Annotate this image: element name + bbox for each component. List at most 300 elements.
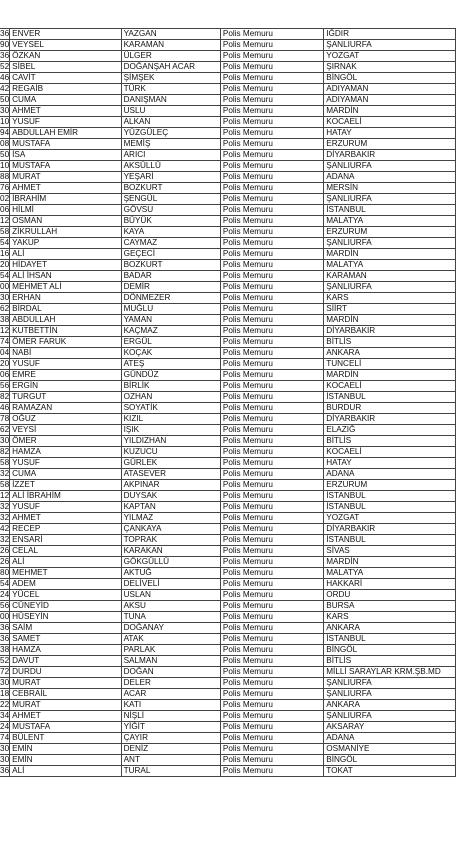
last-name-cell: DÖNMEZER bbox=[121, 293, 220, 304]
table-row bbox=[0, 183, 456, 194]
title-cell: Polis Memuru bbox=[220, 678, 323, 689]
first-name-cell: EMİN bbox=[10, 755, 121, 766]
first-name-cell: ERHAN bbox=[10, 293, 121, 304]
first-name-cell: MURAT bbox=[10, 172, 121, 183]
city-cell: ADIYAMAN bbox=[324, 95, 456, 106]
table-row bbox=[0, 722, 456, 733]
title-cell: Polis Memuru bbox=[220, 623, 323, 634]
title-cell: Polis Memuru bbox=[220, 689, 323, 700]
table-row bbox=[0, 480, 456, 491]
city-cell: BİTLİS bbox=[324, 656, 456, 667]
row-code-cell: 90 bbox=[0, 40, 10, 49]
last-name-cell: KARAMAN bbox=[121, 40, 220, 51]
title-cell: Polis Memuru bbox=[220, 315, 323, 326]
row-code-cell: 12 bbox=[0, 326, 10, 335]
title-cell: Polis Memuru bbox=[220, 755, 323, 766]
table-row bbox=[0, 568, 456, 579]
city-cell: MARDİN bbox=[324, 315, 456, 326]
first-name-cell: MEHMET ALİ bbox=[10, 282, 121, 293]
first-name-cell: VEYSİ bbox=[10, 425, 121, 436]
row-code-cell: 80 bbox=[0, 568, 10, 577]
city-cell: MALATYA bbox=[324, 216, 456, 227]
first-name-cell: İZZET bbox=[10, 480, 121, 491]
table-row bbox=[0, 73, 456, 84]
row-code-cell: 74 bbox=[0, 337, 10, 346]
first-name-cell: ENSARİ bbox=[10, 535, 121, 546]
city-cell: ELAZIĞ bbox=[324, 425, 456, 436]
city-cell: ANKARA bbox=[324, 348, 456, 359]
title-cell: Polis Memuru bbox=[220, 359, 323, 370]
table-row bbox=[0, 612, 456, 623]
table-row bbox=[0, 337, 456, 348]
first-name-cell: EMRE bbox=[10, 370, 121, 381]
row-code-cell: 36 bbox=[0, 51, 10, 60]
first-name-cell: ABDULLAH bbox=[10, 315, 121, 326]
last-name-cell: GÜNDÜZ bbox=[121, 370, 220, 381]
last-name-cell: TURAL bbox=[121, 766, 220, 777]
city-cell: KOCAELİ bbox=[324, 381, 456, 392]
last-name-cell: ŞİMŞEK bbox=[121, 73, 220, 84]
last-name-cell: KATI bbox=[121, 700, 220, 711]
last-name-cell: YAZGAN bbox=[121, 29, 220, 40]
last-name-cell: KAÇMAZ bbox=[121, 326, 220, 337]
title-cell: Polis Memuru bbox=[220, 106, 323, 117]
row-code-cell: 82 bbox=[0, 392, 10, 401]
city-cell: TOKAT bbox=[324, 766, 456, 777]
city-cell: YOZGAT bbox=[324, 51, 456, 62]
row-code-cell: 12 bbox=[0, 491, 10, 500]
title-cell: Polis Memuru bbox=[220, 95, 323, 106]
table-row bbox=[0, 370, 456, 381]
last-name-cell: ÜLGER bbox=[121, 51, 220, 62]
row-code-cell: 62 bbox=[0, 304, 10, 313]
row-code-cell: 42 bbox=[0, 524, 10, 533]
first-name-cell: SİBEL bbox=[10, 62, 121, 73]
row-code-cell: 46 bbox=[0, 403, 10, 412]
first-name-cell: YÜCEL bbox=[10, 590, 121, 601]
table-row bbox=[0, 216, 456, 227]
city-cell: AKSARAY bbox=[324, 722, 456, 733]
table-row bbox=[0, 260, 456, 271]
row-code-cell: 06 bbox=[0, 370, 10, 379]
row-code-cell: 52 bbox=[0, 656, 10, 665]
first-name-cell: ALİ bbox=[10, 249, 121, 260]
last-name-cell: USLU bbox=[121, 106, 220, 117]
table-row bbox=[0, 579, 456, 590]
title-cell: Polis Memuru bbox=[220, 469, 323, 480]
row-code-cell: 36 bbox=[0, 634, 10, 643]
first-name-cell: ÖZKAN bbox=[10, 51, 121, 62]
personnel-table-body bbox=[0, 29, 456, 777]
city-cell: İSTANBUL bbox=[324, 502, 456, 513]
first-name-cell: YUSUF bbox=[10, 117, 121, 128]
title-cell: Polis Memuru bbox=[220, 436, 323, 447]
title-cell: Polis Memuru bbox=[220, 447, 323, 458]
table-row bbox=[0, 249, 456, 260]
last-name-cell: IŞIK bbox=[121, 425, 220, 436]
last-name-cell: TOPRAK bbox=[121, 535, 220, 546]
title-cell: Polis Memuru bbox=[220, 491, 323, 502]
row-code-cell: 30 bbox=[0, 755, 10, 764]
title-cell: Polis Memuru bbox=[220, 227, 323, 238]
last-name-cell: OZHAN bbox=[121, 392, 220, 403]
city-cell: SİİRT bbox=[324, 304, 456, 315]
first-name-cell: SAİM bbox=[10, 623, 121, 634]
city-cell: DİYARBAKIR bbox=[324, 326, 456, 337]
title-cell: Polis Memuru bbox=[220, 304, 323, 315]
title-cell: Polis Memuru bbox=[220, 645, 323, 656]
table-row bbox=[0, 623, 456, 634]
first-name-cell: CAVİT bbox=[10, 73, 121, 84]
table-row bbox=[0, 106, 456, 117]
row-code-cell: 30 bbox=[0, 744, 10, 753]
title-cell: Polis Memuru bbox=[220, 667, 323, 678]
row-code-cell: 36 bbox=[0, 766, 10, 775]
title-cell: Polis Memuru bbox=[220, 73, 323, 84]
title-cell: Polis Memuru bbox=[220, 524, 323, 535]
first-name-cell: ALİ İBRAHİM bbox=[10, 491, 121, 502]
title-cell: Polis Memuru bbox=[220, 84, 323, 95]
city-cell: ŞANLIURFA bbox=[324, 194, 456, 205]
last-name-cell: DOĞANAY bbox=[121, 623, 220, 634]
city-cell: ŞANLIURFA bbox=[324, 711, 456, 722]
first-name-cell: MEHMET bbox=[10, 568, 121, 579]
table-row bbox=[0, 513, 456, 524]
first-name-cell: YUSUF bbox=[10, 502, 121, 513]
row-code-cell: 02 bbox=[0, 194, 10, 203]
table-row bbox=[0, 29, 456, 40]
title-cell: Polis Memuru bbox=[220, 117, 323, 128]
last-name-cell: DANIŞMAN bbox=[121, 95, 220, 106]
first-name-cell: BİRDAL bbox=[10, 304, 121, 315]
first-name-cell: İSA bbox=[10, 150, 121, 161]
row-code-cell: 30 bbox=[0, 293, 10, 302]
first-name-cell: AHMET bbox=[10, 513, 121, 524]
table-row bbox=[0, 359, 456, 370]
table-row bbox=[0, 51, 456, 62]
title-cell: Polis Memuru bbox=[220, 128, 323, 139]
row-code-cell: 88 bbox=[0, 172, 10, 181]
row-code-cell: 38 bbox=[0, 315, 10, 324]
row-code-cell: 32 bbox=[0, 535, 10, 544]
row-code-cell: 26 bbox=[0, 557, 10, 566]
row-code-cell: 72 bbox=[0, 667, 10, 676]
first-name-cell: OĞUZ bbox=[10, 414, 121, 425]
row-code-cell: 32 bbox=[0, 513, 10, 522]
last-name-cell: ŞENGÜL bbox=[121, 194, 220, 205]
last-name-cell: GEÇECİ bbox=[121, 249, 220, 260]
first-name-cell: MURAT bbox=[10, 700, 121, 711]
city-cell: MARDİN bbox=[324, 557, 456, 568]
last-name-cell: TUNA bbox=[121, 612, 220, 623]
title-cell: Polis Memuru bbox=[220, 40, 323, 51]
last-name-cell: ÇAYIR bbox=[121, 733, 220, 744]
last-name-cell: YILDIZHAN bbox=[121, 436, 220, 447]
table-row bbox=[0, 436, 456, 447]
city-cell: ŞANLIURFA bbox=[324, 40, 456, 51]
title-cell: Polis Memuru bbox=[220, 271, 323, 282]
last-name-cell: BÜYÜK bbox=[121, 216, 220, 227]
table-row bbox=[0, 282, 456, 293]
table-row bbox=[0, 711, 456, 722]
city-cell: İSTANBUL bbox=[324, 491, 456, 502]
title-cell: Polis Memuru bbox=[220, 150, 323, 161]
city-cell: İSTANBUL bbox=[324, 205, 456, 216]
table-row bbox=[0, 238, 456, 249]
table-row bbox=[0, 744, 456, 755]
table-row bbox=[0, 700, 456, 711]
title-cell: Polis Memuru bbox=[220, 480, 323, 491]
city-cell: ANKARA bbox=[324, 623, 456, 634]
last-name-cell: AKSÜLLÜ bbox=[121, 161, 220, 172]
table-row bbox=[0, 458, 456, 469]
title-cell: Polis Memuru bbox=[220, 370, 323, 381]
row-code-cell: 30 bbox=[0, 106, 10, 115]
row-code-cell: 00 bbox=[0, 612, 10, 621]
first-name-cell: REGAİB bbox=[10, 84, 121, 95]
title-cell: Polis Memuru bbox=[220, 381, 323, 392]
title-cell: Polis Memuru bbox=[220, 535, 323, 546]
table-row bbox=[0, 634, 456, 645]
last-name-cell: AKSU bbox=[121, 601, 220, 612]
last-name-cell: YAMAN bbox=[121, 315, 220, 326]
last-name-cell: GÜRLEK bbox=[121, 458, 220, 469]
city-cell: HAKKARİ bbox=[324, 579, 456, 590]
table-row bbox=[0, 414, 456, 425]
last-name-cell: NİŞLİ bbox=[121, 711, 220, 722]
last-name-cell: DELER bbox=[121, 678, 220, 689]
city-cell: BİTLİS bbox=[324, 436, 456, 447]
first-name-cell: MUSTAFA bbox=[10, 722, 121, 733]
last-name-cell: SALMAN bbox=[121, 656, 220, 667]
table-row bbox=[0, 425, 456, 436]
last-name-cell: ALKAN bbox=[121, 117, 220, 128]
title-cell: Polis Memuru bbox=[220, 733, 323, 744]
title-cell: Polis Memuru bbox=[220, 579, 323, 590]
title-cell: Polis Memuru bbox=[220, 337, 323, 348]
city-cell: KOCAELİ bbox=[324, 447, 456, 458]
table-row bbox=[0, 447, 456, 458]
first-name-cell: ALİ bbox=[10, 557, 121, 568]
last-name-cell: DOĞAN bbox=[121, 667, 220, 678]
city-cell: ORDU bbox=[324, 590, 456, 601]
title-cell: Polis Memuru bbox=[220, 260, 323, 271]
city-cell: HATAY bbox=[324, 128, 456, 139]
city-cell: ADIYAMAN bbox=[324, 84, 456, 95]
title-cell: Polis Memuru bbox=[220, 29, 323, 40]
city-cell: MİLLİ SARAYLAR KRM.ŞB.MD bbox=[324, 667, 456, 678]
row-code-cell: 50 bbox=[0, 150, 10, 159]
table-row bbox=[0, 755, 456, 766]
last-name-cell: ATEŞ bbox=[121, 359, 220, 370]
first-name-cell: SAMET bbox=[10, 634, 121, 645]
city-cell: BURDUR bbox=[324, 403, 456, 414]
title-cell: Polis Memuru bbox=[220, 293, 323, 304]
city-cell: OSMANİYE bbox=[324, 744, 456, 755]
first-name-cell: MUSTAFA bbox=[10, 161, 121, 172]
title-cell: Polis Memuru bbox=[220, 744, 323, 755]
last-name-cell: GÖKGÜLLÜ bbox=[121, 557, 220, 568]
table-row bbox=[0, 403, 456, 414]
table-row bbox=[0, 645, 456, 656]
last-name-cell: BOZKURT bbox=[121, 260, 220, 271]
table-row bbox=[0, 590, 456, 601]
table-row bbox=[0, 524, 456, 535]
first-name-cell: AHMET bbox=[10, 711, 121, 722]
city-cell: İSTANBUL bbox=[324, 392, 456, 403]
row-code-cell: 82 bbox=[0, 447, 10, 456]
title-cell: Polis Memuru bbox=[220, 711, 323, 722]
city-cell: DİYARBAKIR bbox=[324, 414, 456, 425]
first-name-cell: ABDULLAH EMİR bbox=[10, 128, 121, 139]
last-name-cell: ÇANKAYA bbox=[121, 524, 220, 535]
city-cell: ADANA bbox=[324, 733, 456, 744]
city-cell: KARS bbox=[324, 612, 456, 623]
title-cell: Polis Memuru bbox=[220, 161, 323, 172]
row-code-cell: 54 bbox=[0, 579, 10, 588]
table-row bbox=[0, 40, 456, 51]
last-name-cell: ACAR bbox=[121, 689, 220, 700]
row-code-cell: 38 bbox=[0, 645, 10, 654]
city-cell: BURSA bbox=[324, 601, 456, 612]
last-name-cell: ATAK bbox=[121, 634, 220, 645]
first-name-cell: BÜLENT bbox=[10, 733, 121, 744]
table-row bbox=[0, 84, 456, 95]
city-cell: DİYARBAKIR bbox=[324, 150, 456, 161]
row-code-cell: 32 bbox=[0, 502, 10, 511]
title-cell: Polis Memuru bbox=[220, 348, 323, 359]
first-name-cell: ZİKRULLAH bbox=[10, 227, 121, 238]
first-name-cell: AHMET bbox=[10, 106, 121, 117]
row-code-cell: 24 bbox=[0, 590, 10, 599]
title-cell: Polis Memuru bbox=[220, 62, 323, 73]
table-row bbox=[0, 469, 456, 480]
last-name-cell: YEŞARİ bbox=[121, 172, 220, 183]
last-name-cell: USLAN bbox=[121, 590, 220, 601]
first-name-cell: YAKUP bbox=[10, 238, 121, 249]
city-cell: YOZGAT bbox=[324, 513, 456, 524]
title-cell: Polis Memuru bbox=[220, 249, 323, 260]
first-name-cell: RAMAZAN bbox=[10, 403, 121, 414]
city-cell: MERSİN bbox=[324, 183, 456, 194]
title-cell: Polis Memuru bbox=[220, 766, 323, 777]
row-code-cell: 10 bbox=[0, 161, 10, 170]
first-name-cell: YUSUF bbox=[10, 458, 121, 469]
first-name-cell: TURGUT bbox=[10, 392, 121, 403]
last-name-cell: ATASEVER bbox=[121, 469, 220, 480]
row-code-cell: 56 bbox=[0, 381, 10, 390]
row-code-cell: 78 bbox=[0, 414, 10, 423]
table-row bbox=[0, 733, 456, 744]
row-code-cell: 36 bbox=[0, 29, 10, 38]
city-cell: ANKARA bbox=[324, 700, 456, 711]
row-code-cell: 24 bbox=[0, 722, 10, 731]
personnel-table bbox=[0, 28, 456, 777]
title-cell: Polis Memuru bbox=[220, 392, 323, 403]
title-cell: Polis Memuru bbox=[220, 172, 323, 183]
first-name-cell: YUSUF bbox=[10, 359, 121, 370]
city-cell: BİNGÖL bbox=[324, 755, 456, 766]
city-cell: MARDİN bbox=[324, 106, 456, 117]
first-name-cell: DURDU bbox=[10, 667, 121, 678]
first-name-cell: CUMA bbox=[10, 95, 121, 106]
table-row bbox=[0, 766, 456, 777]
city-cell: İSTANBUL bbox=[324, 535, 456, 546]
table-row bbox=[0, 678, 456, 689]
city-cell: ERZURUM bbox=[324, 139, 456, 150]
title-cell: Polis Memuru bbox=[220, 546, 323, 557]
first-name-cell: İBRAHİM bbox=[10, 194, 121, 205]
city-cell: ŞANLIURFA bbox=[324, 678, 456, 689]
last-name-cell: CAYMAZ bbox=[121, 238, 220, 249]
city-cell: ADANA bbox=[324, 469, 456, 480]
last-name-cell: BADAR bbox=[121, 271, 220, 282]
title-cell: Polis Memuru bbox=[220, 612, 323, 623]
row-code-cell: 22 bbox=[0, 700, 10, 709]
last-name-cell: MEMİŞ bbox=[121, 139, 220, 150]
first-name-cell: HAMZA bbox=[10, 447, 121, 458]
row-code-cell: 00 bbox=[0, 282, 10, 291]
city-cell: ERZURUM bbox=[324, 227, 456, 238]
table-row bbox=[0, 656, 456, 667]
city-cell: BİNGÖL bbox=[324, 73, 456, 84]
row-code-cell: 30 bbox=[0, 678, 10, 687]
row-code-cell: 34 bbox=[0, 711, 10, 720]
first-name-cell: CÜNEYİD bbox=[10, 601, 121, 612]
city-cell: ERZURUM bbox=[324, 480, 456, 491]
title-cell: Polis Memuru bbox=[220, 513, 323, 524]
row-code-cell: 54 bbox=[0, 271, 10, 280]
row-code-cell: 74 bbox=[0, 733, 10, 742]
table-row bbox=[0, 304, 456, 315]
first-name-cell: KUTBETTİN bbox=[10, 326, 121, 337]
row-code-cell: 16 bbox=[0, 249, 10, 258]
row-code-cell: 46 bbox=[0, 73, 10, 82]
city-cell: IĞDIR bbox=[324, 29, 456, 40]
first-name-cell: HİLMİ bbox=[10, 205, 121, 216]
city-cell: ŞANLIURFA bbox=[324, 161, 456, 172]
table-row bbox=[0, 205, 456, 216]
title-cell: Polis Memuru bbox=[220, 601, 323, 612]
row-code-cell: 12 bbox=[0, 216, 10, 225]
title-cell: Polis Memuru bbox=[220, 502, 323, 513]
row-code-cell: 58 bbox=[0, 458, 10, 467]
last-name-cell: KARAKAN bbox=[121, 546, 220, 557]
table-row bbox=[0, 667, 456, 678]
city-cell: DİYARBAKIR bbox=[324, 524, 456, 535]
first-name-cell: ENVER bbox=[10, 29, 121, 40]
table-row bbox=[0, 117, 456, 128]
table-row bbox=[0, 557, 456, 568]
city-cell: KOCAELİ bbox=[324, 117, 456, 128]
title-cell: Polis Memuru bbox=[220, 282, 323, 293]
title-cell: Polis Memuru bbox=[220, 183, 323, 194]
last-name-cell: BOZKURT bbox=[121, 183, 220, 194]
first-name-cell: NABİ bbox=[10, 348, 121, 359]
row-code-cell: 54 bbox=[0, 238, 10, 247]
table-row bbox=[0, 689, 456, 700]
title-cell: Polis Memuru bbox=[220, 700, 323, 711]
first-name-cell: ALİ bbox=[10, 766, 121, 777]
table-row bbox=[0, 381, 456, 392]
first-name-cell: ADEM bbox=[10, 579, 121, 590]
table-row bbox=[0, 95, 456, 106]
row-code-cell: 56 bbox=[0, 601, 10, 610]
row-code-cell: 26 bbox=[0, 546, 10, 555]
city-cell: TUNCELİ bbox=[324, 359, 456, 370]
row-code-cell: 62 bbox=[0, 425, 10, 434]
last-name-cell: MUĞLU bbox=[121, 304, 220, 315]
